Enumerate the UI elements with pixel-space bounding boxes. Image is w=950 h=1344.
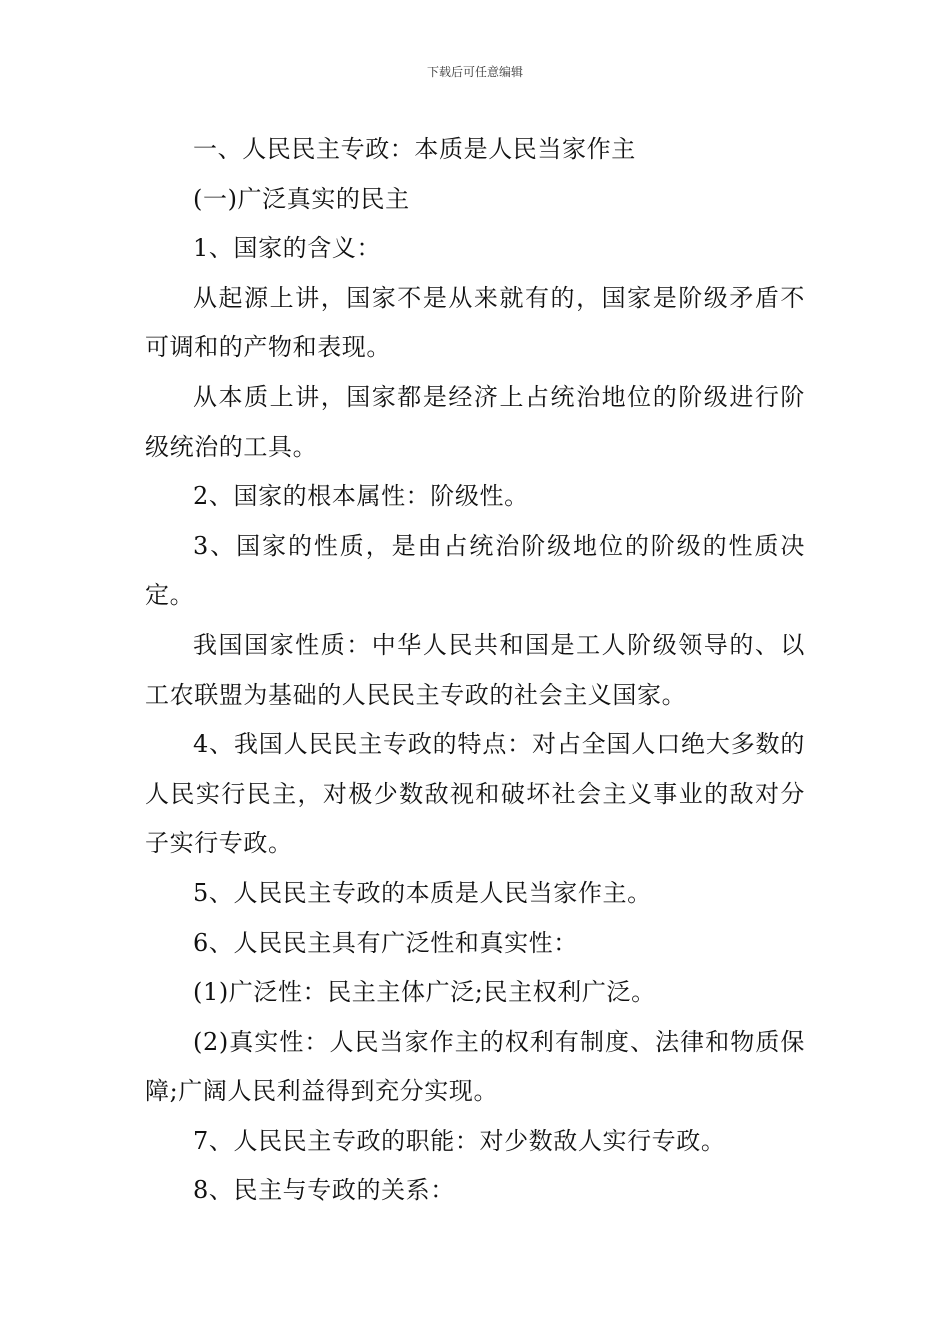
paragraph: 7、人民民主专政的职能：对少数敌人实行专政。 (193, 1126, 726, 1155)
paragraph: 我国国家性质：中华人民共和国是工人阶级领导的、以工农联盟为基础的人民民主专政的社会主义国家。 (145, 630, 805, 709)
paragraph: 6、人民民主具有广泛性和真实性： (193, 928, 578, 957)
paragraph: 2、国家的根本属性：阶级性。 (193, 482, 529, 511)
subsection-heading: (一)广泛真实的民主 (193, 184, 410, 213)
document-body (145, 125, 805, 1216)
paragraph: (2)真实性：人民当家作主的权利有制度、法律和物质保障;广阔人民利益得到充分实现。 (145, 1027, 805, 1106)
paragraph: 从起源上讲，国家不是从来就有的，国家是阶级矛盾不可调和的产物和表现。 (145, 283, 805, 362)
paragraph: 3、国家的性质，是由占统治阶级地位的阶级的性质决定。 (145, 531, 805, 610)
paragraph: (1)广泛性：民主主体广泛;民主权利广泛。 (193, 978, 656, 1007)
paragraph: 5、人民民主专政的本质是人民当家作主。 (193, 878, 652, 907)
paragraph: 从本质上讲，国家都是经济上占统治地位的阶级进行阶级统治的工具。 (145, 382, 805, 461)
section-heading: 一、人民民主专政：本质是人民当家作主 (193, 135, 636, 163)
paragraph: 1、国家的含义： (193, 234, 382, 263)
paragraph: 4、我国人民民主专政的特点：对占全国人口绝大多数的人民实行民主，对极少数敌视和破坏社会主义事业的敌对分子实行专政。 (145, 730, 805, 858)
page-header: 下载后可任意编辑 (426, 65, 523, 79)
paragraph: 8、民主与专政的关系： (193, 1176, 455, 1205)
